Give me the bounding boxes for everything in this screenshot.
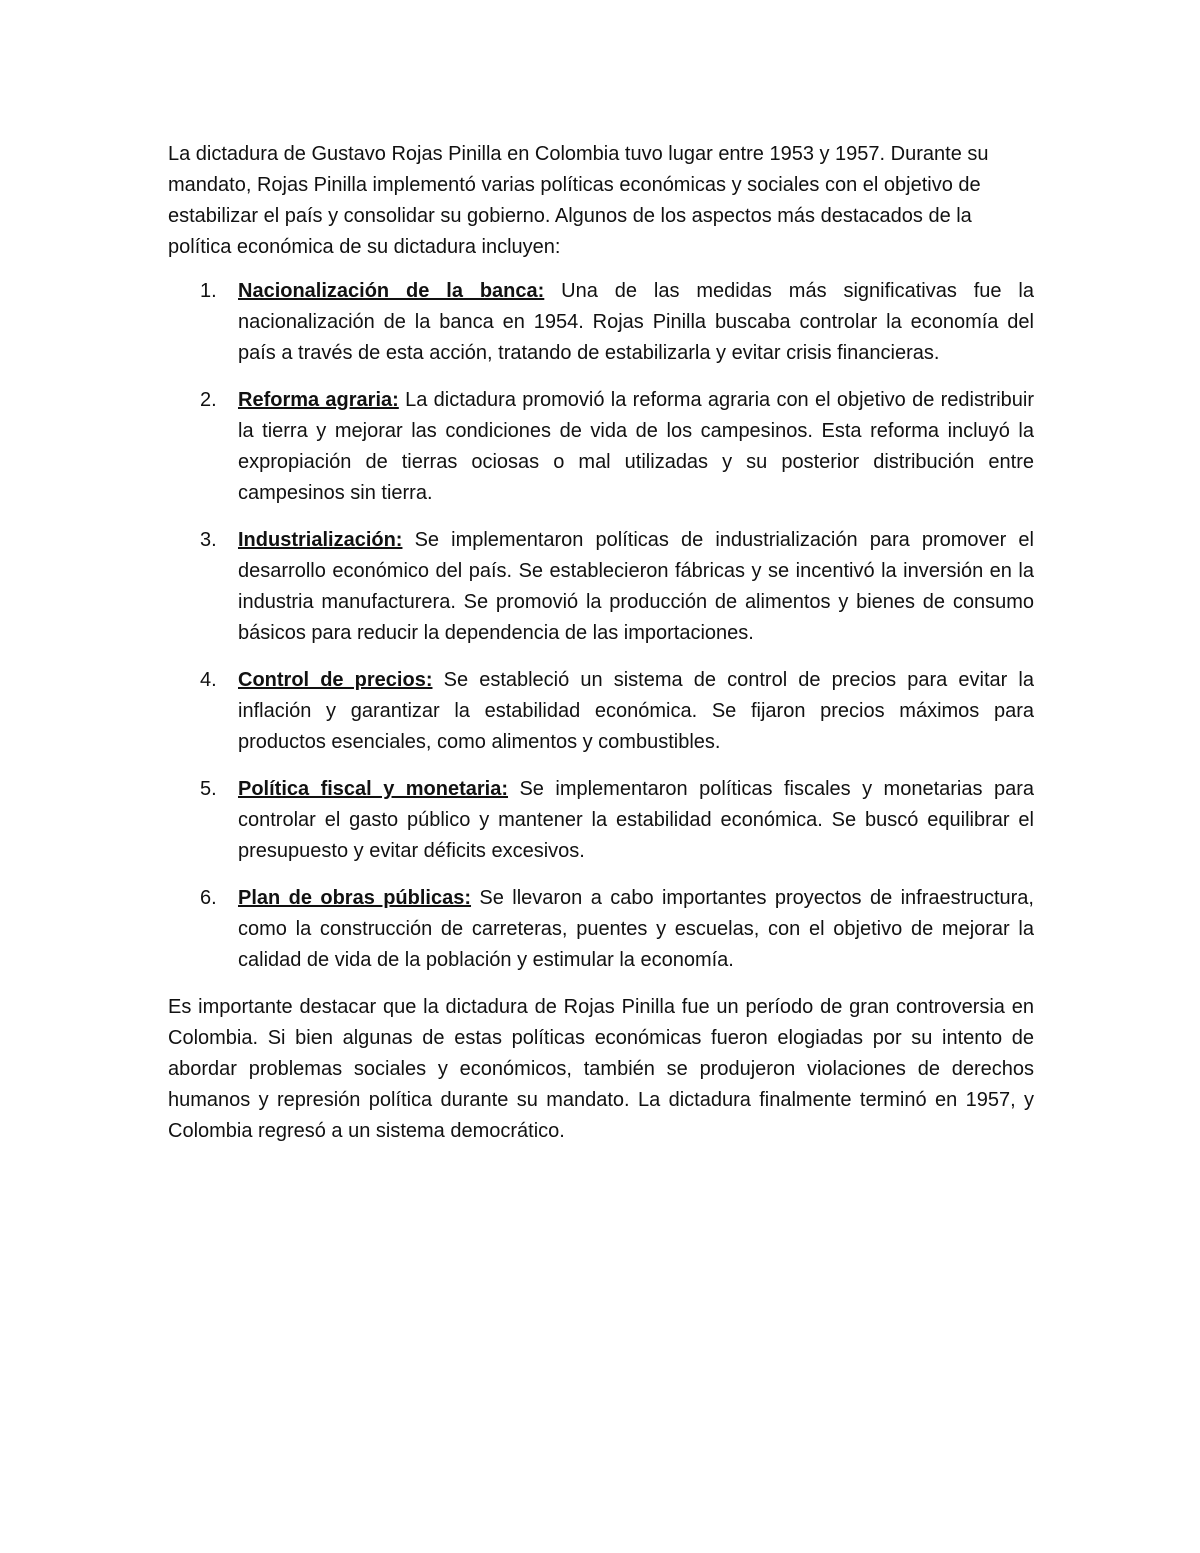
list-item-text: Se llevaron a cabo importantes proyectos de infraestructura, como la construcción de carreteras, puentes y escuelas, con el objetivo de mejorar la calidad de vida de la población y estimular la economía. bbox=[238, 887, 1034, 971]
list-item-text: Se implementaron políticas de industrialización para promover el desarrollo económico del país. Se establecieron fábricas y se incentivó la inversión en la industria manufacturera. Se promovió la producción de alimentos y bienes de consumo básicos para reducir la dependencia de las importaciones. bbox=[238, 529, 1034, 644]
list-item-text: Se estableció un sistema de control de precios para evitar la inflación y garantizar la estabilidad económica. Se fijaron precios máximos para productos esenciales, como alimentos y combustibles. bbox=[238, 669, 1034, 753]
list-item-text: Una de las medidas más significativas fue la nacionalización de la banca en 1954. Rojas Pinilla buscaba controlar la economía del país a través de esta acción, tratando de estabilizarla y evitar crisis financieras. bbox=[238, 280, 1034, 364]
intro-paragraph: La dictadura de Gustavo Rojas Pinilla en Colombia tuvo lugar entre 1953 y 1957. Durante su mandato, Rojas Pinilla implementó varias políticas económicas y sociales con el objetivo de estabilizar el país y consolidar su gobierno. Algunos de los aspectos más destacados de la política económica de su dictadura incluyen: bbox=[168, 143, 989, 258]
list-item bbox=[168, 883, 1034, 976]
list-item bbox=[168, 385, 1034, 509]
list-item-term: Industrialización: bbox=[238, 529, 403, 551]
list-item-number: 1. bbox=[200, 280, 217, 302]
list-item-number: 6. bbox=[200, 887, 217, 909]
list-item-term: Control de precios: bbox=[238, 669, 433, 691]
list-item bbox=[168, 774, 1034, 867]
policy-list bbox=[168, 276, 1034, 976]
list-item-number: 3. bbox=[200, 529, 217, 551]
document-body bbox=[168, 139, 1034, 1147]
list-item-text: Se implementaron políticas fiscales y monetarias para controlar el gasto público y mantener la estabilidad económica. Se buscó equilibrar el presupuesto y evitar déficits excesivos. bbox=[238, 778, 1034, 862]
list-item-text: La dictadura promovió la reforma agraria con el objetivo de redistribuir la tierra y mejorar las condiciones de vida de los campesinos. Esta reforma incluyó la expropiación de tierras ociosas o mal utilizadas y su posterior distribución entre campesinos sin tierra. bbox=[238, 389, 1035, 504]
list-item bbox=[168, 665, 1034, 758]
list-item-number: 4. bbox=[200, 669, 217, 691]
list-item-term: Reforma agraria: bbox=[238, 389, 399, 411]
list-item bbox=[168, 276, 1034, 369]
list-item-term: Plan de obras públicas: bbox=[238, 887, 472, 909]
closing-paragraph: Es importante destacar que la dictadura de Rojas Pinilla fue un período de gran controversia en Colombia. Si bien algunas de estas políticas económicas fueron elogiadas por su intento de abordar problemas sociales y económicos, también se produjeron violaciones de derechos humanos y represión política durante su mandato. La dictadura finalmente terminó en 1957, y Colombia regresó a un sistema democrático. bbox=[168, 996, 1034, 1142]
list-item-number: 5. bbox=[200, 778, 217, 800]
list-item-term: Política fiscal y monetaria: bbox=[238, 778, 509, 800]
list-item-number: 2. bbox=[200, 389, 217, 411]
list-item-term: Nacionalización de la banca: bbox=[238, 280, 545, 302]
list-item bbox=[168, 525, 1034, 649]
